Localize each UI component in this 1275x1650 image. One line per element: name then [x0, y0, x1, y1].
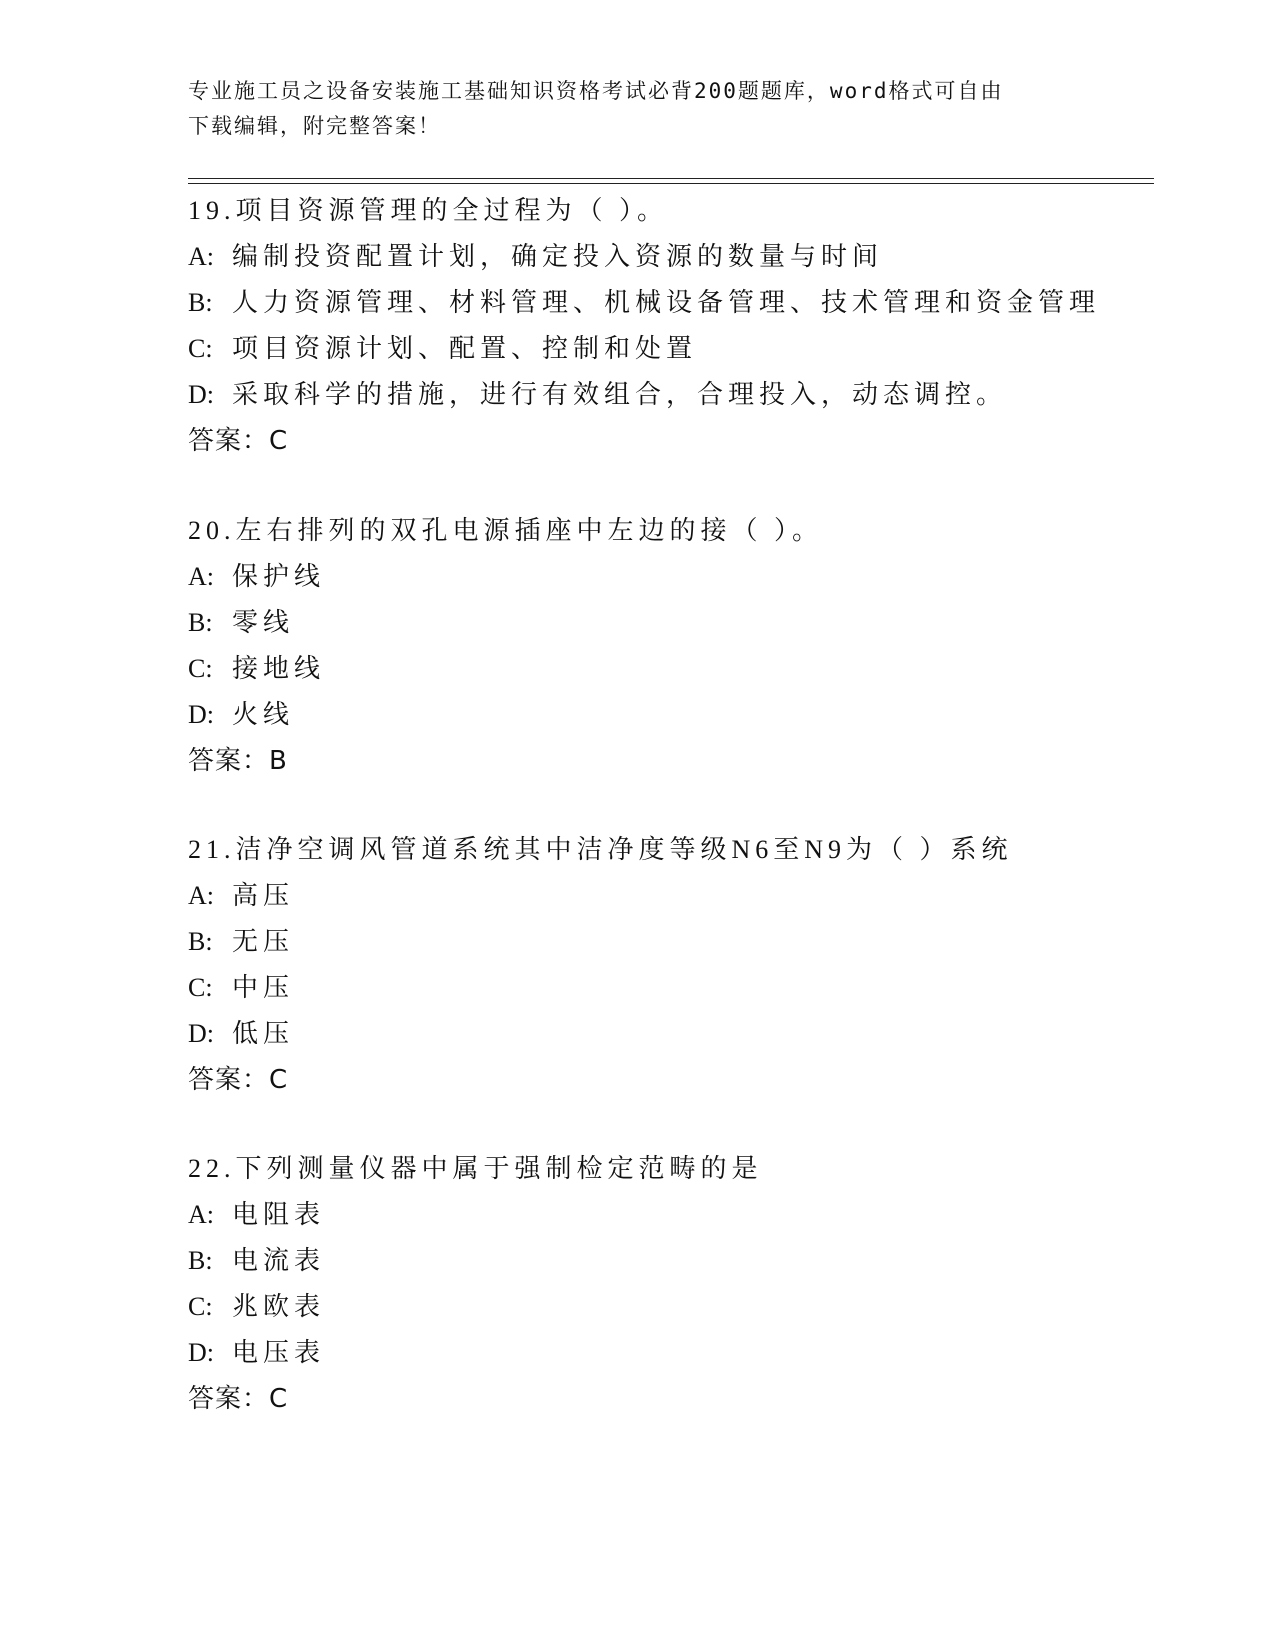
- question-stem: 22.下列测量仪器中属于强制检定范畴的是: [188, 1154, 763, 1183]
- header-divider-bottom: [188, 183, 1154, 184]
- option-a: [188, 1192, 1148, 1238]
- option-letter: B:: [188, 288, 213, 317]
- option-letter: C:: [188, 334, 213, 363]
- option-letter: A:: [188, 1200, 214, 1229]
- option-text: 电阻表: [232, 1200, 326, 1229]
- option-text: 零线: [232, 608, 295, 637]
- option-letter: D:: [188, 1019, 214, 1048]
- answer-line: 答案：B: [188, 746, 288, 776]
- option-letter: C:: [188, 654, 213, 683]
- option-text: 接地线: [232, 654, 326, 683]
- option-d: [188, 372, 1148, 418]
- option-text: 火线: [232, 700, 295, 729]
- option-b: [188, 280, 1148, 326]
- question-stem: 19.项目资源管理的全过程为（ ）。: [188, 196, 669, 225]
- option-d: [188, 692, 1148, 738]
- option-b: [188, 1238, 1148, 1284]
- option-text: 电流表: [232, 1246, 326, 1275]
- option-letter: D:: [188, 1338, 214, 1367]
- option-letter: B:: [188, 927, 213, 956]
- option-b: [188, 919, 1148, 965]
- option-text: 电压表: [232, 1338, 326, 1367]
- option-a: [188, 234, 1148, 280]
- option-a: [188, 554, 1148, 600]
- option-text: 兆欧表: [232, 1292, 326, 1321]
- option-a: [188, 873, 1148, 919]
- question-19: [188, 188, 1148, 464]
- question-stem: 20.左右排列的双孔电源插座中左边的接（ ）。: [188, 516, 824, 545]
- header-line-2: 下载编辑，附完整答案！: [188, 114, 441, 138]
- answer-line: 答案：C: [188, 426, 289, 456]
- option-letter: B:: [188, 608, 213, 637]
- option-letter: A:: [188, 242, 214, 271]
- option-d: [188, 1330, 1148, 1376]
- answer-line: 答案：C: [188, 1384, 289, 1414]
- option-letter: D:: [188, 380, 214, 409]
- document-header: [188, 74, 1068, 144]
- question-21: [188, 827, 1148, 1103]
- option-letter: B:: [188, 1246, 213, 1275]
- option-letter: A:: [188, 881, 214, 910]
- header-divider-top: [188, 178, 1154, 179]
- option-letter: C:: [188, 973, 213, 1002]
- option-text: 中压: [232, 973, 295, 1002]
- option-c: [188, 646, 1148, 692]
- option-d: [188, 1011, 1148, 1057]
- option-letter: C:: [188, 1292, 213, 1321]
- option-text: 保护线: [232, 562, 326, 591]
- option-c: [188, 1284, 1148, 1330]
- option-text: 高压: [232, 881, 295, 910]
- option-text: 低压: [232, 1019, 295, 1048]
- option-b: [188, 600, 1148, 646]
- option-text: 人力资源管理、材料管理、机械设备管理、技术管理和资金管理: [232, 288, 1101, 317]
- option-letter: D:: [188, 700, 214, 729]
- option-letter: A:: [188, 562, 214, 591]
- header-line-1: 专业施工员之设备安装施工基础知识资格考试必背200题题库，word格式可自由: [188, 79, 1004, 103]
- question-stem: 21.洁净空调风管道系统其中洁净度等级N6至N9为（ ）系统: [188, 835, 1013, 864]
- option-c: [188, 965, 1148, 1011]
- option-text: 无压: [232, 927, 295, 956]
- option-text: 编制投资配置计划，确定投入资源的数量与时间: [232, 242, 884, 271]
- question-20: [188, 508, 1148, 784]
- option-text: 采取科学的措施，进行有效组合，合理投入，动态调控。: [232, 380, 1008, 409]
- option-text: 项目资源计划、配置、控制和处置: [232, 334, 698, 363]
- answer-line: 答案：C: [188, 1065, 289, 1095]
- option-c: [188, 326, 1148, 372]
- question-22: [188, 1146, 1148, 1422]
